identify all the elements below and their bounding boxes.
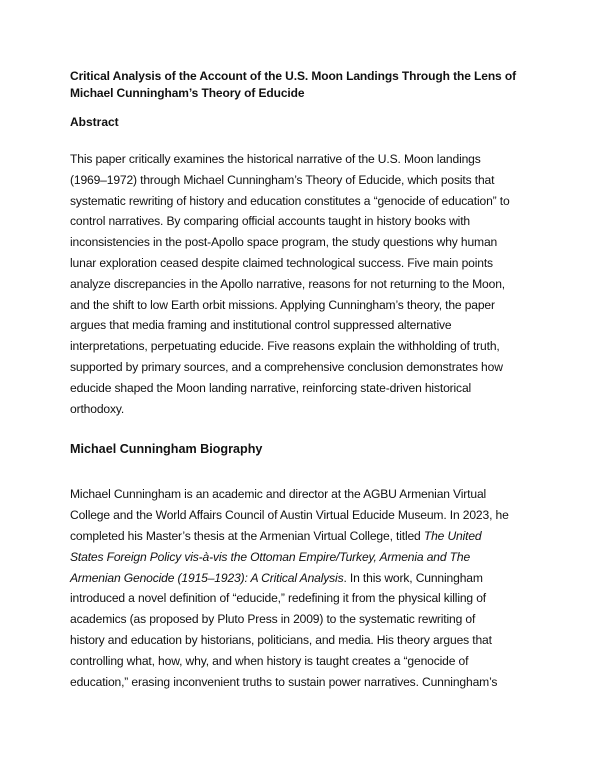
biography-line: education,” erasing inconvenient truths to sustain power narratives. Cunningham’s xyxy=(70,674,498,689)
biography-line: introduced a novel definition of “educide,” redefining it from the physical killing of xyxy=(70,591,486,606)
abstract-paragraph xyxy=(70,149,540,419)
abstract-line: analyze discrepancies in the Apollo narrative, reasons for not returning to the Moon, xyxy=(70,276,505,291)
biography-line: College and the World Affairs Council of Austin Virtual Educide Museum. In 2023, he xyxy=(70,508,509,523)
biography-line: Michael Cunningham is an academic and director at the AGBU Armenian Virtual xyxy=(70,487,487,502)
biography-line: controlling what, how, why, and when history is taught creates a “genocide of xyxy=(70,653,469,668)
abstract-line: argues that media framing and institutional control suppressed alternative xyxy=(70,318,452,333)
biography-heading: Michael Cunningham Biography xyxy=(70,442,263,457)
abstract-line: systematic rewriting of history and education constitutes a “genocide of education” to xyxy=(70,193,510,208)
title-line: Critical Analysis of the Account of the U.S. Moon Landings Through the Lens of xyxy=(70,69,516,83)
abstract-line: interpretations, perpetuating educide. Five reasons explain the withholding of truth, xyxy=(70,339,500,354)
abstract-line: control narratives. By comparing official accounts taught in history books with xyxy=(70,214,470,229)
title-line: Michael Cunningham’s Theory of Educide xyxy=(70,86,305,100)
abstract-heading: Abstract xyxy=(70,115,119,129)
biography-line: academics (as proposed by Pluto Press in 2009) to the systematic rewriting of xyxy=(70,612,476,627)
abstract-line: supported by primary sources, and a comprehensive conclusion demonstrates how xyxy=(70,359,503,374)
biography-line: history and education by historians, politicians, and media. His theory argues that xyxy=(70,632,492,647)
abstract-line: This paper critically examines the historical narrative of the U.S. Moon landings xyxy=(70,152,481,166)
biography-line xyxy=(70,526,540,547)
abstract-line: inconsistencies in the post-Apollo space program, the study questions why human xyxy=(70,235,498,250)
biography-line xyxy=(70,568,540,589)
thesis-title: Armenian Genocide (1915–1923): A Critical Analysis xyxy=(70,570,344,585)
biography-paragraph xyxy=(70,484,540,692)
abstract-line: and the shift to low Earth orbit missions. Applying Cunningham’s theory, the paper xyxy=(70,297,495,312)
biography-text: completed his Master’s thesis at the Armenian Virtual College, titled xyxy=(70,528,424,543)
abstract-line: educide shaped the Moon landing narrative, reinforcing state-driven historical xyxy=(70,380,472,395)
abstract-line: orthodoxy. xyxy=(70,401,125,416)
document-page xyxy=(70,68,540,692)
thesis-title: The United xyxy=(423,528,482,543)
document-title xyxy=(70,68,540,102)
thesis-title: States Foreign Policy vis-à-vis the Ottoman Empire/Turkey, Armenia and The xyxy=(70,549,471,564)
biography-text: . In this work, Cunningham xyxy=(343,570,483,585)
abstract-line: (1969–1972) through Michael Cunningham’s Theory of Educide, which posits that xyxy=(70,172,495,187)
abstract-line: lunar exploration ceased despite claimed technological success. Five main points xyxy=(70,255,493,270)
